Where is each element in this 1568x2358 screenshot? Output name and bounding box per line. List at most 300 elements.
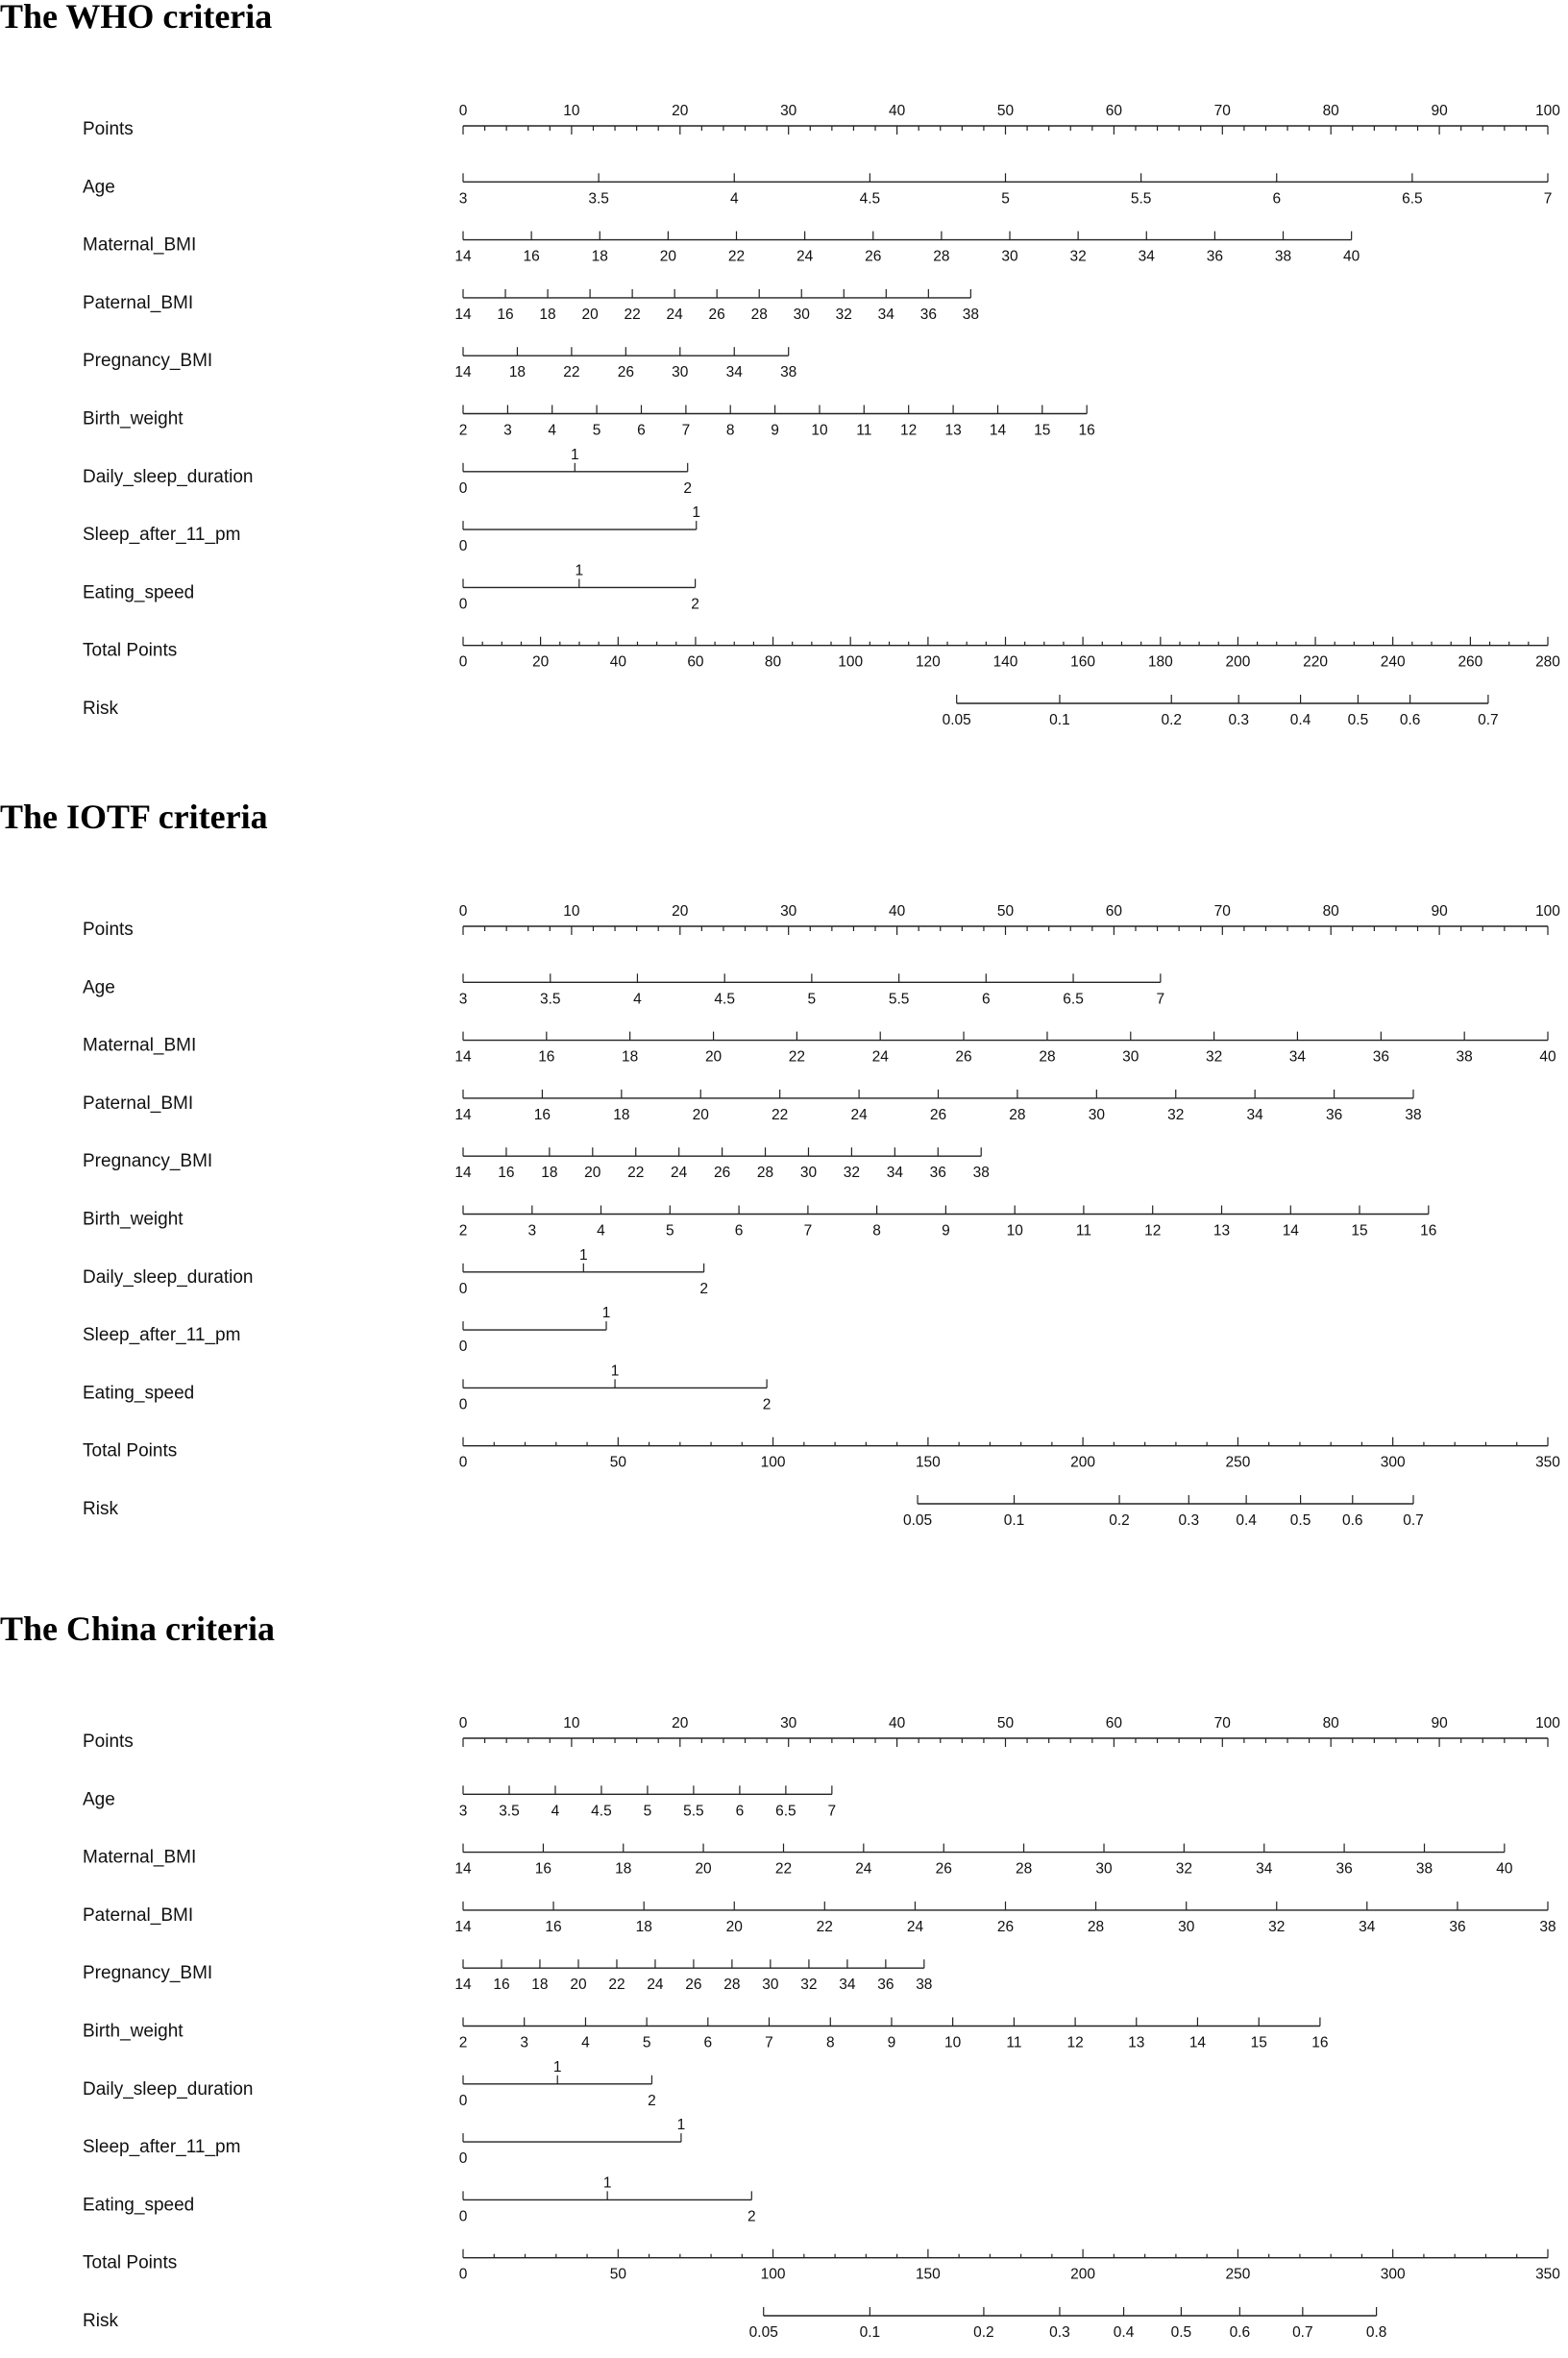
tick-label: 50	[996, 103, 1015, 119]
tick-label: 0	[458, 2150, 468, 2168]
tick-label: 4	[548, 422, 557, 439]
tick-label: 18	[613, 1106, 630, 1123]
tick-label: 0	[458, 903, 468, 920]
tick-label: 70	[1213, 1715, 1231, 1732]
tick-label: 0	[458, 538, 468, 555]
nomogram-row	[83, 1206, 1436, 1240]
tick-label: 6	[735, 1803, 745, 1820]
row-label: Maternal_BMI	[83, 234, 197, 256]
nomogram-row	[83, 1305, 610, 1355]
tick-label: 16	[1420, 1222, 1437, 1240]
tick-label: 6.5	[1402, 190, 1423, 208]
row-label: Age	[83, 177, 115, 198]
tick-label: 20	[695, 1860, 712, 1878]
row-label: Points	[83, 920, 134, 940]
tick-label: 28	[1039, 1048, 1056, 1066]
tick-label: 0	[458, 2266, 468, 2283]
row-label: Eating_speed	[83, 1383, 195, 1404]
row-label: Age	[83, 1789, 115, 1810]
tick-label: 16	[533, 1106, 551, 1123]
tick-label: 3.5	[588, 190, 609, 208]
tick-label: 0.8	[1365, 2324, 1387, 2341]
tick-label: 30	[793, 306, 810, 323]
tick-label: 28	[750, 306, 768, 323]
tick-label: 0.4	[1289, 712, 1311, 728]
tick-label: 1	[692, 504, 701, 522]
tick-label: 22	[608, 1977, 625, 1994]
tick-label: 120	[915, 653, 941, 671]
tick-label: 3.5	[539, 991, 561, 1008]
tick-label: 50	[609, 1454, 626, 1471]
tick-label: 2	[683, 479, 693, 497]
tick-label: 24	[796, 248, 814, 265]
tick-label: 20	[584, 1165, 601, 1182]
tick-label: 36	[929, 1165, 946, 1182]
tick-label: 14	[454, 1977, 472, 1994]
tick-label: 100	[838, 653, 864, 671]
panel-title: The China criteria	[0, 1609, 275, 1648]
tick-label: 26	[713, 1165, 731, 1182]
row-label: Risk	[83, 1499, 118, 1519]
tick-label: 20	[672, 903, 689, 920]
tick-label: 16	[1311, 2034, 1329, 2051]
tick-label: 32	[800, 1977, 818, 1994]
tick-label: 200	[1225, 653, 1251, 671]
nomogram-row	[83, 232, 1360, 265]
tick-label: 5	[643, 1803, 652, 1820]
row-label: Daily_sleep_duration	[83, 466, 254, 487]
tick-label: 18	[539, 306, 556, 323]
nomogram-row	[83, 173, 1552, 207]
tick-label: 14	[454, 364, 472, 381]
tick-label: 38	[1415, 1860, 1433, 1878]
tick-label: 16	[538, 1048, 555, 1066]
tick-label: 0	[458, 653, 468, 671]
nomogram-row	[83, 2249, 1560, 2283]
tick-label: 100	[760, 1454, 786, 1471]
tick-label: 7	[827, 1803, 837, 1820]
tick-label: 0.1	[1003, 1512, 1025, 1529]
nomogram-row	[83, 1247, 708, 1297]
tick-label: 90	[1431, 903, 1448, 920]
tick-label: 40	[1539, 1048, 1556, 1066]
tick-label: 36	[1372, 1048, 1389, 1066]
row-label: Total Points	[83, 1440, 178, 1461]
tick-label: 30	[780, 903, 797, 920]
nomogram-row	[83, 2018, 1329, 2051]
tick-label: 34	[1246, 1106, 1263, 1123]
tick-label: 50	[609, 2266, 626, 2283]
tick-label: 30	[1095, 1860, 1113, 1878]
tick-label: 22	[624, 306, 641, 323]
tick-label: 32	[1167, 1106, 1185, 1123]
tick-label: 0.6	[1341, 1512, 1363, 1529]
tick-label: 3	[503, 422, 512, 439]
row-label: Birth_weight	[83, 2021, 184, 2042]
tick-label: 15	[1351, 1222, 1368, 1240]
tick-label: 32	[1268, 1918, 1286, 1935]
tick-label: 30	[1122, 1048, 1139, 1066]
tick-label: 30	[1088, 1106, 1105, 1123]
tick-label: 100	[1535, 103, 1560, 119]
tick-label: 16	[497, 306, 514, 323]
tick-label: 0	[458, 2092, 468, 2109]
tick-label: 22	[788, 1048, 806, 1066]
row-label: Sleep_after_11_pm	[83, 525, 241, 546]
tick-label: 40	[888, 103, 906, 119]
tick-label: 34	[1138, 248, 1155, 265]
tick-label: 16	[1078, 422, 1095, 439]
row-label: Risk	[83, 2311, 118, 2331]
tick-label: 60	[1105, 903, 1123, 920]
tick-label: 38	[780, 364, 797, 381]
tick-label: 28	[756, 1165, 774, 1182]
tick-label: 26	[708, 306, 725, 323]
tick-label: 350	[1535, 2266, 1560, 2283]
tick-label: 80	[1322, 103, 1339, 119]
tick-label: 36	[1206, 248, 1224, 265]
tick-label: 160	[1070, 653, 1096, 671]
tick-label: 22	[727, 248, 746, 265]
nomogram-row	[83, 973, 1164, 1007]
tick-label: 11	[1075, 1222, 1091, 1240]
tick-label: 60	[687, 653, 704, 671]
panel-title: The WHO criteria	[0, 0, 273, 36]
tick-label: 0	[458, 596, 468, 613]
row-label: Paternal_BMI	[83, 1904, 194, 1926]
tick-label: 0.5	[1170, 2324, 1192, 2341]
tick-label: 32	[1205, 1048, 1223, 1066]
tick-label: 24	[647, 1977, 664, 1994]
tick-label: 6	[1272, 190, 1282, 208]
tick-label: 2	[691, 596, 699, 613]
nomogram-row	[83, 903, 1560, 940]
tick-label: 80	[764, 653, 782, 671]
tick-label: 90	[1431, 1715, 1448, 1732]
tick-label: 26	[996, 1918, 1015, 1935]
tick-label: 40	[1496, 1860, 1513, 1878]
tick-label: 0.7	[1478, 712, 1499, 728]
tick-label: 0.2	[1161, 712, 1183, 728]
tick-label: 5.5	[888, 991, 910, 1008]
tick-label: 5	[642, 2034, 651, 2051]
row-label: Daily_sleep_duration	[83, 1266, 254, 1288]
tick-label: 3	[458, 1803, 468, 1820]
tick-label: 38	[1405, 1106, 1422, 1123]
tick-label: 0.3	[1228, 712, 1250, 728]
tick-label: 3.5	[499, 1803, 520, 1820]
tick-label: 30	[780, 1715, 797, 1732]
tick-label: 14	[989, 422, 1007, 439]
tick-label: 14	[454, 1860, 472, 1878]
tick-label: 24	[850, 1106, 868, 1123]
tick-label: 36	[1335, 1860, 1353, 1878]
tick-label: 16	[498, 1165, 515, 1182]
nomogram-row	[83, 562, 699, 612]
tick-label: 350	[1535, 1454, 1560, 1471]
tick-label: 30	[1178, 1918, 1195, 1935]
tick-label: 60	[1105, 1715, 1123, 1732]
tick-label: 40	[888, 903, 906, 920]
tick-label: 32	[1175, 1860, 1192, 1878]
row-label: Age	[83, 977, 115, 998]
tick-label: 5.5	[1130, 190, 1152, 208]
tick-label: 0	[458, 2208, 468, 2225]
tick-label: 50	[996, 903, 1015, 920]
tick-label: 2	[458, 2034, 468, 2051]
tick-label: 0.2	[973, 2324, 994, 2341]
tick-label: 6	[637, 422, 646, 439]
tick-label: 4	[581, 2034, 590, 2051]
tick-label: 34	[886, 1165, 903, 1182]
tick-label: 0	[458, 1396, 468, 1413]
tick-label: 1	[579, 1246, 588, 1264]
tick-label: 38	[1456, 1048, 1473, 1066]
tick-label: 34	[877, 306, 894, 323]
tick-label: 5.5	[683, 1803, 704, 1820]
tick-label: 34	[1359, 1918, 1376, 1935]
tick-label: 260	[1458, 653, 1483, 671]
tick-label: 24	[666, 306, 683, 323]
tick-label: 70	[1213, 903, 1231, 920]
tick-label: 100	[760, 2266, 786, 2283]
tick-label: 18	[508, 364, 527, 381]
tick-label: 5	[1001, 190, 1010, 208]
tick-label: 0.05	[942, 712, 971, 728]
row-label: Points	[83, 119, 134, 139]
nomogram-row	[83, 447, 692, 497]
tick-label: 14	[454, 1918, 472, 1935]
tick-label: 6	[981, 991, 991, 1008]
tick-label: 36	[1325, 1106, 1343, 1123]
tick-label: 12	[900, 422, 918, 439]
tick-label: 0.4	[1236, 1512, 1257, 1529]
tick-label: 28	[933, 248, 950, 265]
tick-label: 15	[1250, 2034, 1267, 2051]
tick-label: 4	[551, 1803, 560, 1820]
nomogram-row	[83, 2059, 656, 2109]
tick-label: 24	[671, 1165, 688, 1182]
nomogram-row	[83, 1902, 1556, 1935]
tick-label: 26	[685, 1977, 702, 1994]
row-label: Maternal_BMI	[83, 1847, 197, 1868]
row-label: Maternal_BMI	[83, 1035, 197, 1056]
nomogram-row	[83, 405, 1095, 439]
nomogram-panel	[0, 798, 1560, 1529]
tick-label: 18	[635, 1918, 652, 1935]
tick-label: 14	[454, 248, 472, 265]
tick-label: 38	[1539, 1918, 1556, 1935]
tick-label: 30	[762, 1977, 779, 1994]
nomogram-row	[83, 637, 1560, 671]
tick-label: 4.5	[859, 190, 881, 208]
tick-label: 1	[575, 562, 584, 579]
tick-label: 10	[1006, 1222, 1023, 1240]
tick-label: 50	[996, 1715, 1015, 1732]
tick-label: 3	[458, 190, 468, 208]
tick-label: 0	[458, 1280, 468, 1297]
tick-label: 20	[672, 103, 689, 119]
row-label: Total Points	[83, 2252, 178, 2273]
tick-label: 14	[454, 1106, 472, 1123]
nomogram-row	[83, 347, 796, 381]
tick-label: 200	[1070, 2266, 1096, 2283]
tick-label: 150	[915, 2266, 941, 2283]
tick-label: 30	[672, 364, 689, 381]
row-label: Pregnancy_BMI	[83, 1151, 213, 1172]
tick-label: 26	[865, 248, 882, 265]
tick-label: 4.5	[714, 991, 735, 1008]
tick-label: 80	[1322, 903, 1339, 920]
row-label: Total Points	[83, 640, 178, 661]
tick-label: 20	[581, 306, 599, 323]
row-label: Sleep_after_11_pm	[83, 1325, 241, 1346]
tick-label: 180	[1147, 653, 1173, 671]
tick-label: 30	[780, 103, 797, 119]
nomogram-row	[83, 1715, 1560, 1752]
nomogram-row	[83, 1495, 1424, 1529]
tick-label: 36	[877, 1977, 894, 1994]
nomogram-row	[83, 1844, 1513, 1878]
row-label: Pregnancy_BMI	[83, 1963, 213, 1984]
tick-label: 2	[458, 1222, 468, 1240]
tick-label: 6	[703, 2034, 713, 2051]
tick-label: 40	[609, 653, 626, 671]
tick-label: 1	[676, 2117, 686, 2134]
tick-label: 7	[803, 1222, 813, 1240]
tick-label: 16	[523, 248, 540, 265]
tick-label: 60	[1105, 103, 1123, 119]
tick-label: 3	[520, 2034, 528, 2051]
tick-label: 14	[454, 306, 472, 323]
tick-label: 9	[887, 2034, 896, 2051]
tick-label: 7	[681, 422, 691, 439]
tick-label: 14	[1188, 2034, 1207, 2051]
tick-label: 22	[772, 1106, 789, 1123]
tick-label: 1	[610, 1363, 620, 1380]
tick-label: 300	[1380, 1454, 1406, 1471]
row-label: Sleep_after_11_pm	[83, 2137, 241, 2158]
tick-label: 0.3	[1049, 2324, 1070, 2341]
tick-label: 5	[665, 1222, 674, 1240]
tick-label: 250	[1225, 1454, 1251, 1471]
row-label: Paternal_BMI	[83, 292, 194, 313]
tick-label: 38	[972, 1165, 990, 1182]
tick-label: 32	[1069, 248, 1087, 265]
tick-label: 150	[915, 1454, 941, 1471]
tick-label: 0.4	[1113, 2324, 1135, 2341]
tick-label: 15	[1034, 422, 1051, 439]
tick-label: 28	[1009, 1106, 1026, 1123]
row-label: Eating_speed	[83, 2195, 195, 2216]
tick-label: 3	[527, 1222, 537, 1240]
nomogram-row	[83, 2117, 685, 2167]
nomogram-row	[83, 1090, 1422, 1123]
tick-label: 300	[1380, 2266, 1406, 2283]
tick-label: 28	[723, 1977, 741, 1994]
tick-label: 30	[799, 1165, 818, 1182]
tick-label: 6.5	[1063, 991, 1084, 1008]
tick-label: 250	[1225, 2266, 1251, 2283]
tick-label: 1	[552, 2058, 562, 2076]
tick-label: 0.1	[859, 2324, 881, 2341]
nomogram-row	[83, 1785, 836, 1819]
tick-label: 26	[955, 1048, 972, 1066]
tick-label: 18	[615, 1860, 632, 1878]
tick-label: 24	[855, 1860, 872, 1878]
tick-label: 20	[531, 653, 550, 671]
tick-label: 0.3	[1178, 1512, 1200, 1529]
row-label: Eating_speed	[83, 582, 195, 603]
tick-label: 12	[1144, 1222, 1162, 1240]
tick-label: 34	[839, 1977, 856, 1994]
nomogram-row	[83, 504, 700, 554]
tick-label: 0	[458, 1339, 468, 1356]
tick-label: 80	[1322, 1715, 1339, 1732]
tick-label: 10	[563, 103, 580, 119]
tick-label: 2	[648, 2092, 656, 2109]
tick-label: 22	[774, 1860, 793, 1878]
tick-label: 13	[1213, 1222, 1231, 1240]
tick-label: 9	[771, 422, 779, 439]
tick-label: 20	[692, 1106, 709, 1123]
tick-label: 38	[916, 1977, 933, 1994]
row-label: Pregnancy_BMI	[83, 351, 213, 372]
tick-label: 2	[699, 1280, 708, 1297]
tick-label: 16	[545, 1918, 562, 1935]
tick-label: 24	[906, 1918, 924, 1935]
nomogram-row	[83, 695, 1499, 728]
row-label: Risk	[83, 699, 118, 719]
nomogram-row	[83, 289, 979, 323]
tick-label: 280	[1535, 653, 1560, 671]
tick-label: 28	[1015, 1860, 1033, 1878]
tick-label: 14	[454, 1048, 472, 1066]
nomogram-panel	[0, 0, 1560, 728]
tick-label: 10	[563, 1715, 580, 1732]
tick-label: 13	[944, 422, 962, 439]
tick-label: 200	[1070, 1454, 1096, 1471]
nomogram-row	[83, 1147, 990, 1181]
row-label: Paternal_BMI	[83, 1093, 194, 1114]
tick-label: 90	[1431, 103, 1448, 119]
tick-label: 36	[919, 306, 937, 323]
nomogram-panel	[0, 1609, 1560, 2341]
tick-label: 34	[725, 364, 743, 381]
row-label: Points	[83, 1732, 134, 1752]
tick-label: 4.5	[591, 1803, 612, 1820]
tick-label: 1	[602, 2174, 612, 2192]
row-label: Birth_weight	[83, 1209, 184, 1230]
tick-label: 0.6	[1399, 712, 1421, 728]
tick-label: 0.05	[902, 1512, 933, 1529]
panel-title: The IOTF criteria	[0, 798, 268, 836]
tick-label: 4	[597, 1222, 605, 1240]
tick-label: 220	[1303, 653, 1328, 671]
tick-label: 34	[1256, 1860, 1273, 1878]
tick-label: 0	[458, 1715, 468, 1732]
tick-label: 13	[1128, 2034, 1145, 2051]
tick-label: 0.2	[1109, 1512, 1130, 1529]
tick-label: 26	[617, 364, 634, 381]
tick-label: 18	[541, 1165, 558, 1182]
tick-label: 20	[570, 1977, 587, 1994]
tick-label: 26	[935, 1860, 952, 1878]
nomogram-row	[83, 1032, 1556, 1066]
tick-label: 7	[1543, 190, 1553, 208]
nomogram-row	[83, 2174, 756, 2224]
tick-label: 40	[1343, 248, 1360, 265]
